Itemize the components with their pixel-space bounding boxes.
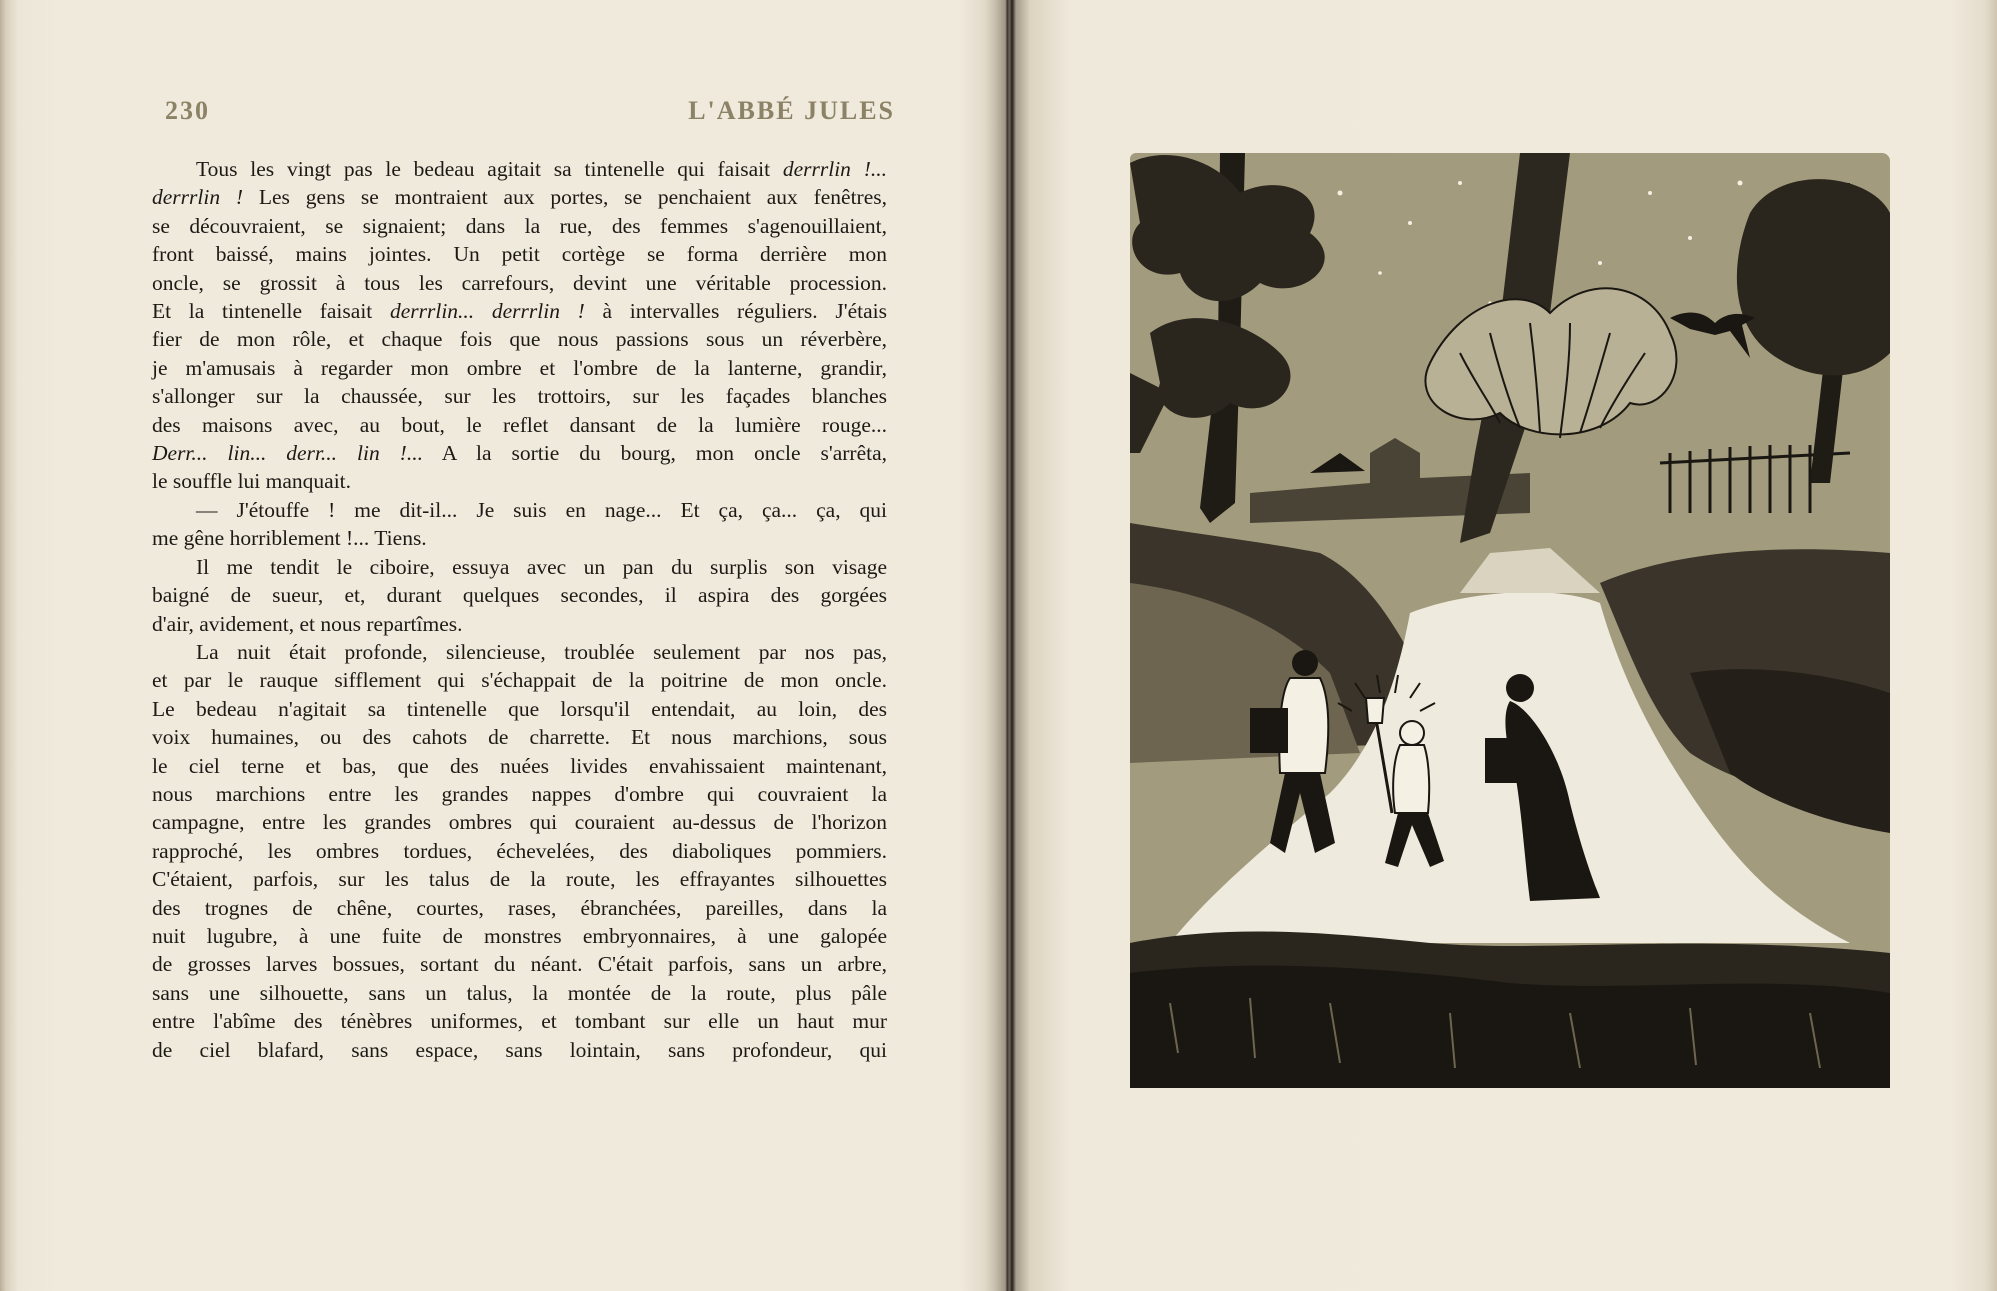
text-line: de grosses larves bossues, sortant du néant. C'était parfois, sans un arbre,: [152, 952, 887, 977]
text-line: Et la tintenelle faisait derrrlin... derrrlin ! à intervalles réguliers. J'étais: [152, 299, 887, 324]
italic-text: derrrlin... derrrlin !: [389, 299, 585, 324]
paragraph: [152, 638, 887, 1064]
text-line: front baissé, mains jointes. Un petit cortège se forma derrière mon: [152, 242, 887, 267]
text-line: nous marchions entre les grandes nappes d'ombre qui couvraient la: [152, 781, 887, 806]
text-line: rapproché, les ombres tordues, échevelées, des diaboliques pommiers.: [152, 838, 887, 863]
text-line: derrrlin ! Les gens se montraient aux portes, se penchaient aux fenêtres,: [152, 185, 888, 210]
text-line: campagne, entre les grandes ombres qui couraient au-dessus de l'horizon: [152, 810, 887, 835]
page-number: 230: [165, 96, 210, 125]
italic-text: derrrlin !: [152, 185, 244, 210]
night-procession-drawing: [1130, 153, 1890, 1088]
text-line: Le bedeau n'agitait sa tintenelle que lorsqu'il entendait, au loin, des: [152, 696, 887, 721]
text-line: voix humaines, ou des cahots de charrette. Et nous marchions, sous: [152, 725, 887, 750]
text-line: des trognes de chêne, courtes, rases, ébranchées, pareilles, dans la: [152, 895, 887, 920]
text-line: d'air, avidement, et nous repartîmes.: [152, 611, 463, 636]
text-line: fier de mon rôle, et chaque fois que nous passions sous un réverbère,: [152, 327, 887, 352]
text-line: se découvraient, se signaient; dans la rue, des femmes s'agenouillaient,: [152, 213, 887, 238]
text-line: oncle, se grossit à tous les carrefours, devint une véritable procession.: [152, 270, 887, 295]
text-line: baigné de sueur, et, durant quelques secondes, il aspira des gorgées: [152, 583, 887, 608]
text-line: Il me tendit le ciboire, essuya avec un pan du surplis son visage: [196, 554, 887, 579]
text-line: La nuit était profonde, silencieuse, troublée seulement par nos pas,: [196, 639, 887, 664]
text-line: entre l'abîme des ténèbres uniformes, et tombant sur elle un haut mur: [152, 1009, 887, 1034]
page-header: [165, 96, 895, 130]
italic-text: Derr... lin... derr... lin !...: [152, 441, 423, 466]
text-line: Derr... lin... derr... lin !... A la sortie du bourg, mon oncle s'arrêta,: [152, 441, 888, 466]
running-title: L'ABBÉ JULES: [688, 96, 895, 125]
paragraph: [152, 553, 887, 638]
text-line: C'étaient, parfois, sur les talus de la route, les effrayantes silhouettes: [152, 867, 887, 892]
text-line: Tous les vingt pas le bedeau agitait sa tintenelle qui faisait derrrlin !...: [196, 157, 887, 181]
text-line: nuit lugubre, à une fuite de monstres embryonnaires, à une galopée: [152, 923, 887, 948]
text-line: je m'amusais à regarder mon ombre et l'ombre de la lanterne, grandir,: [152, 355, 887, 380]
text-line: sans une silhouette, sans un talus, la montée de la route, plus pâle: [152, 980, 887, 1005]
text-line: s'allonger sur la chaussée, sur les trottoirs, sur les façades blanches: [152, 384, 887, 409]
text-line: — J'étouffe ! me dit-il... Je suis en nage... Et ça, ça... ça, qui: [196, 497, 887, 522]
text-line: me gêne horriblement !... Tiens.: [152, 526, 427, 551]
text-line: le souffle lui manquait.: [152, 469, 352, 494]
italic-text: derrrlin !...: [782, 157, 887, 181]
text-line: des maisons avec, au bout, le reflet dansant de la lumière rouge...: [152, 412, 887, 437]
text-line: et par le rauque sifflement qui s'échappait de la poitrine de mon oncle.: [152, 668, 887, 693]
paragraph: [152, 155, 887, 496]
paragraph: [152, 496, 887, 553]
illustration: [1130, 153, 1890, 1088]
book-gutter: [985, 0, 1030, 1291]
text-line: le ciel terne et bas, que des nuées livides envahissaient maintenant,: [152, 753, 887, 778]
body-text: [152, 155, 887, 1064]
text-line: de ciel blafard, sans espace, sans lointain, sans profondeur, qui: [152, 1037, 887, 1062]
